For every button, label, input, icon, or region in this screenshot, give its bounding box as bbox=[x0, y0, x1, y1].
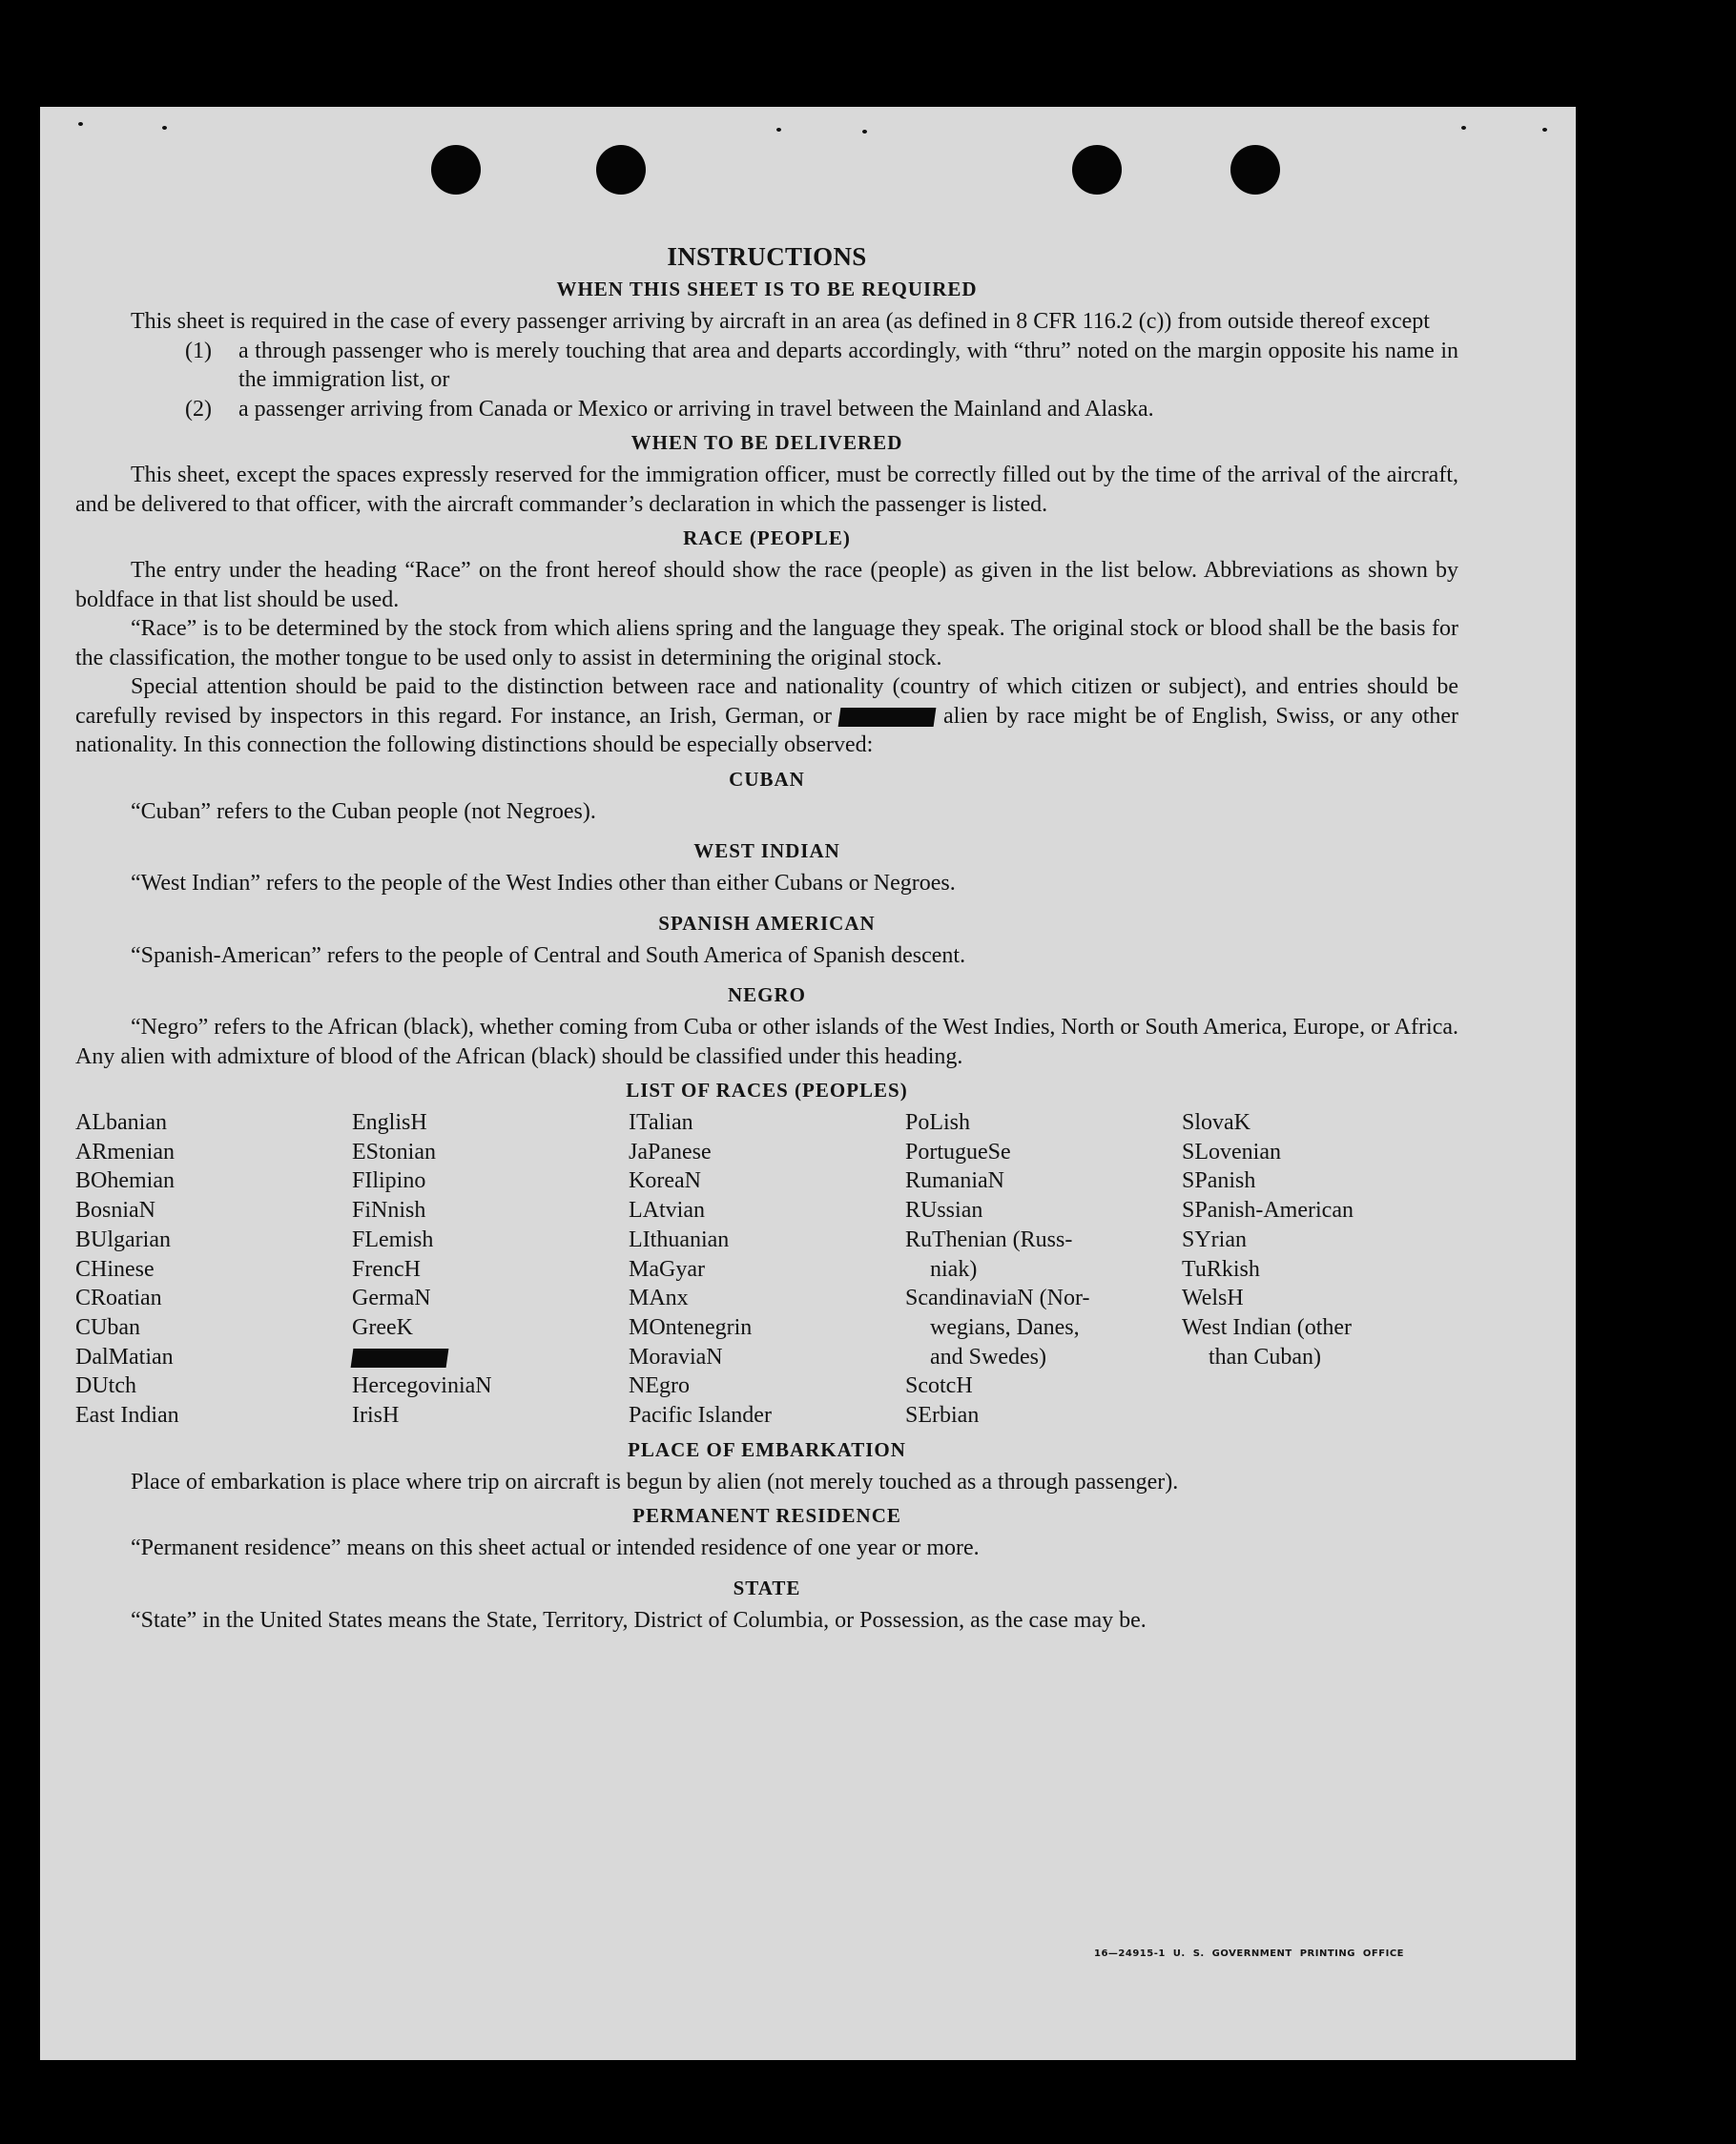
race-entry: GermaN bbox=[352, 1286, 431, 1311]
race-entry: FrencH bbox=[352, 1256, 421, 1282]
race-entry: SlovaK bbox=[1182, 1110, 1250, 1135]
race-entry-continued: niak) bbox=[930, 1256, 978, 1282]
race-entry: CRoatian bbox=[75, 1286, 162, 1311]
race-entry: East Indian bbox=[75, 1403, 179, 1429]
race-entry-continued: than Cuban) bbox=[1209, 1344, 1321, 1370]
heading-state: STATE bbox=[733, 1576, 801, 1599]
exception-text: a passenger arriving from Canada or Mexico or arriving in travel between the Mainland and Alaska. bbox=[238, 396, 1154, 422]
heading-when-required: WHEN THIS SHEET IS TO BE REQUIRED bbox=[556, 278, 978, 300]
spanish-american-text: “Spanish-American” refers to the people of Central and South America of Spanish descent. bbox=[131, 942, 966, 968]
race-entry: SYrian bbox=[1182, 1227, 1247, 1252]
race-entry: BOhemian bbox=[75, 1168, 175, 1194]
race-entry: BosniaN bbox=[75, 1198, 155, 1224]
race-entry: West Indian (other bbox=[1182, 1314, 1353, 1340]
race-entry: WelsH bbox=[1182, 1286, 1244, 1311]
race-entry: RumaniaN bbox=[905, 1168, 1004, 1194]
heading-cuban: CUBAN bbox=[729, 767, 805, 791]
exception-text: a through passenger who is merely touching that area and departs accordingly, with “thru” noted on the margin opposite his name in the immigration list, or bbox=[238, 338, 1458, 392]
heading-spanish-american: SPANISH AMERICAN bbox=[658, 911, 876, 935]
exception-number: (1) bbox=[185, 338, 212, 363]
punch-hole bbox=[1230, 145, 1280, 195]
document-sheet bbox=[40, 107, 1576, 2060]
speck bbox=[1461, 126, 1466, 130]
races-column bbox=[1182, 1108, 1458, 1431]
speck bbox=[78, 122, 83, 126]
heading-permanent-residence: PERMANENT RESIDENCE bbox=[632, 1504, 901, 1528]
race-entry: ALbanian bbox=[75, 1110, 167, 1135]
race-entry: PortugueSe bbox=[905, 1139, 1011, 1165]
printing-office-code: 16—24915-1 U. S. GOVERNMENT PRINTING OFFICE bbox=[1094, 1948, 1404, 1959]
speck bbox=[862, 130, 867, 134]
race-entry: EStonian bbox=[352, 1139, 436, 1165]
punch-hole bbox=[596, 145, 646, 195]
race-entry-continued: and Swedes) bbox=[930, 1344, 1046, 1370]
race-entry: Pacific Islander bbox=[629, 1403, 772, 1429]
race-entry: ITalian bbox=[629, 1110, 693, 1135]
race-entry: MOntenegrin bbox=[629, 1314, 753, 1340]
race-entry: JaPanese bbox=[629, 1139, 712, 1165]
race-entry: ARmenian bbox=[75, 1139, 175, 1165]
heading-embarkation: PLACE OF EMBARKATION bbox=[628, 1437, 906, 1461]
exception-number: (2) bbox=[185, 396, 212, 422]
race-entry: SLovenian bbox=[1182, 1139, 1281, 1165]
race-entry: ScandinaviaN (Nor- bbox=[905, 1286, 1090, 1311]
race-entry-redacted bbox=[352, 1343, 629, 1372]
race-entry: LAtvian bbox=[629, 1198, 705, 1224]
race-paragraph-end: alien by race might be of English, Swiss, or any other nationality. In this connection the following distinctions should be especially observed: bbox=[75, 703, 1459, 757]
race-paragraph-start: Special attention should be paid to the distinction between race and nationality (country of which citizen or subject), and entries should be carefully revised by inspectors in this regard. For instance, an Irish, German, or bbox=[75, 674, 1458, 729]
race-entry: FIlipino bbox=[352, 1168, 426, 1194]
races-column bbox=[75, 1108, 352, 1431]
race-entry: FLemish bbox=[352, 1227, 434, 1252]
race-entry: PoLish bbox=[905, 1110, 971, 1135]
exception-item bbox=[185, 395, 1458, 424]
page-title: INSTRUCTIONS bbox=[667, 242, 867, 271]
races-column bbox=[629, 1108, 905, 1431]
state-text: “State” in the United States means the State, Territory, District of Columbia, or Possession, as the case may be. bbox=[131, 1607, 1147, 1633]
race-entry: TuRkish bbox=[1182, 1256, 1260, 1282]
cuban-text: “Cuban” refers to the Cuban people (not Negroes). bbox=[131, 798, 596, 824]
race-entry: MAnx bbox=[629, 1286, 689, 1311]
races-column bbox=[905, 1108, 1182, 1431]
race-entry: KoreaN bbox=[629, 1168, 701, 1194]
heading-negro: NEGRO bbox=[727, 983, 806, 1006]
heading-west-indian: WEST INDIAN bbox=[693, 839, 840, 862]
race-entry: NEgro bbox=[629, 1373, 690, 1399]
negro-text: “Negro” refers to the African (black), whether coming from Cuba or other islands of the West Indies, North or South America, Europe, or Africa. Any alien with admixture of blood of the African (black) should be classified under this heading. bbox=[75, 1015, 1458, 1069]
embarkation-text: Place of embarkation is place where trip on aircraft is begun by alien (not merely touched as a through passenger). bbox=[131, 1469, 1179, 1495]
race-entry: FiNnish bbox=[352, 1198, 426, 1224]
races-list bbox=[75, 1108, 1458, 1431]
race-entry: HercegoviniaN bbox=[352, 1373, 492, 1399]
west-indian-text: “West Indian” refers to the people of the West Indies other than either Cubans or Negroes. bbox=[131, 871, 956, 896]
residence-text: “Permanent residence” means on this sheet actual or intended residence of one year or more. bbox=[131, 1536, 980, 1561]
punch-hole bbox=[431, 145, 481, 195]
redaction-mark bbox=[838, 708, 937, 727]
race-entry: CUban bbox=[75, 1314, 140, 1340]
race-paragraph: The entry under the heading “Race” on the front hereof should show the race (people) as given in the list below. Abbreviations as shown by boldface in that list should be used. bbox=[75, 558, 1458, 612]
races-column bbox=[352, 1108, 629, 1431]
speck bbox=[1542, 128, 1547, 132]
heading-when-delivered: WHEN TO BE DELIVERED bbox=[630, 431, 903, 454]
when-required-intro: This sheet is required in the case of every passenger arriving by aircraft in an area (as defined in 8 CFR 116.2 (c)) from outside thereof except bbox=[131, 309, 1430, 334]
instructions-content bbox=[75, 242, 1458, 1635]
race-entry: LIthuanian bbox=[629, 1227, 730, 1252]
redaction-mark bbox=[351, 1349, 449, 1368]
race-entry: GreeK bbox=[352, 1314, 413, 1340]
race-entry: IrisH bbox=[352, 1403, 400, 1429]
heading-list-of-races: LIST OF RACES (PEOPLES) bbox=[626, 1079, 908, 1102]
race-entry-continued: wegians, Danes, bbox=[930, 1314, 1080, 1340]
heading-race: RACE (PEOPLE) bbox=[683, 526, 851, 549]
race-entry: DalMatian bbox=[75, 1344, 174, 1370]
race-entry: SPanish bbox=[1182, 1168, 1256, 1194]
race-paragraph: “Race” is to be determined by the stock from which aliens spring and the language they speak. The original stock or blood shall be the basis for the classification, the mother tongue to be used only to assist in determining the original stock. bbox=[75, 616, 1458, 670]
race-entry: BUlgarian bbox=[75, 1227, 171, 1252]
exception-item bbox=[185, 337, 1458, 395]
race-entry: SErbian bbox=[905, 1403, 980, 1429]
race-entry: ScotcH bbox=[905, 1373, 973, 1399]
race-paragraph bbox=[75, 672, 1458, 760]
race-entry: RUssian bbox=[905, 1198, 983, 1224]
race-entry: RuThenian (Russ- bbox=[905, 1227, 1073, 1252]
speck bbox=[162, 126, 167, 130]
race-entry: CHinese bbox=[75, 1256, 155, 1282]
race-entry: EnglisH bbox=[352, 1110, 427, 1135]
race-entry: MoraviaN bbox=[629, 1344, 723, 1370]
punch-hole bbox=[1072, 145, 1122, 195]
race-entry: DUtch bbox=[75, 1373, 136, 1399]
when-delivered-text: This sheet, except the spaces expressly reserved for the immigration officer, must be correctly filled out by the time of the arrival of the aircraft, and be delivered to that officer, with the aircraft commander’s declaration in which the passenger is listed. bbox=[75, 463, 1458, 517]
race-entry: MaGyar bbox=[629, 1256, 705, 1282]
race-entry: SPanish-American bbox=[1182, 1198, 1354, 1224]
speck bbox=[776, 128, 781, 132]
